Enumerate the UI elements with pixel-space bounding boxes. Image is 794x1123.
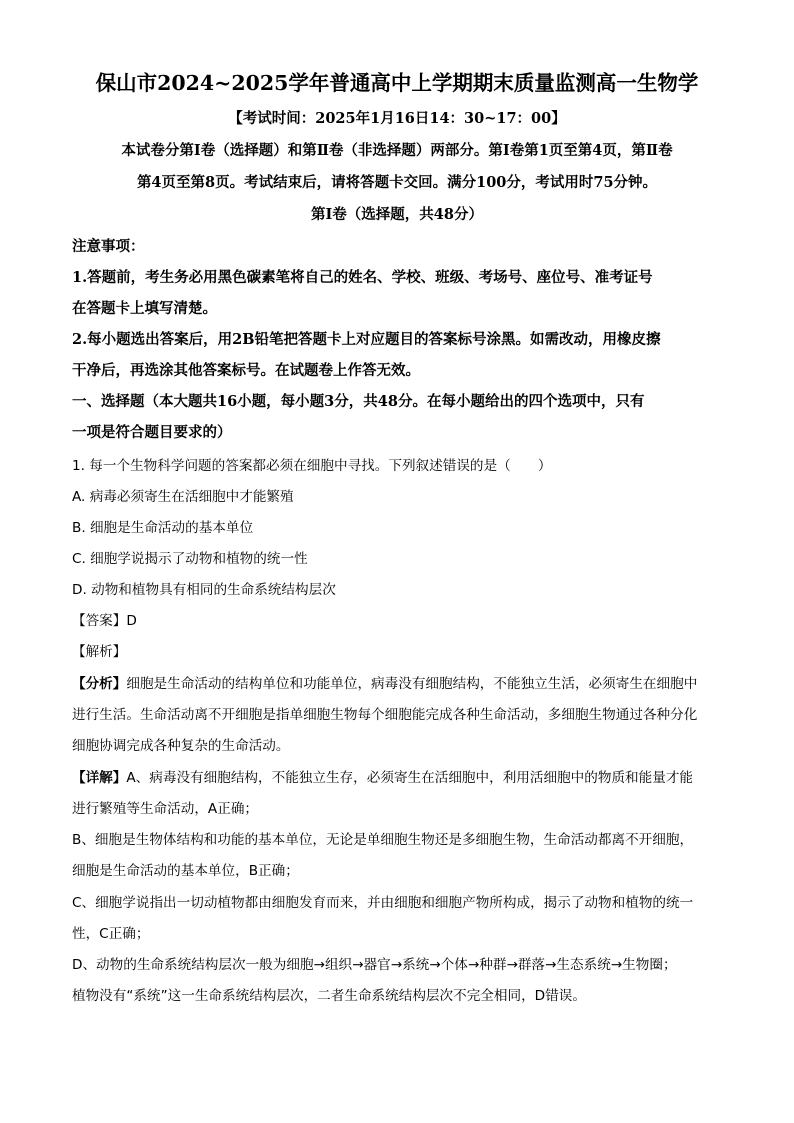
notice-heading: 注意事项：: [72, 238, 145, 255]
answer-tag: 【答案】: [72, 613, 127, 629]
fenxi-line-1: [72, 672, 697, 692]
option-b: B. 细胞是生命活动的基本单位: [72, 520, 254, 536]
option-d: D. 动物和植物具有相同的生命系统结构层次: [72, 582, 336, 598]
detail-d-line-2: 植物没有“系统”这一生命系统结构层次，二者生命系统结构层次不完全相同，D错误。: [72, 988, 586, 1004]
detail-c-line-2: 性，C正确；: [72, 926, 150, 942]
answer-value: D: [126, 613, 137, 629]
page-title: 保山市2024~2025学年普通高中上学期期末质量监测高一生物学: [95, 71, 699, 95]
notice-item-1-line-1: 1.答题前，考生务必用黑色碳素笔将自己的姓名、学校、班级、考场号、座位号、准考证号: [72, 269, 653, 286]
detail-a-line-2: 进行繁殖等生命活动，A正确；: [72, 801, 259, 817]
notice-item-1-line-2: 在答题卡上填写清楚。: [72, 300, 217, 317]
intro-line-2: 第4页至第8页。考试结束后，请将答题卡交回。满分100分，考试用时75分钟。: [136, 174, 658, 191]
detail-b-line-2: 细胞是生命活动的基本单位，B正确；: [72, 863, 299, 879]
fenxi-tag: 【分析】: [72, 676, 127, 692]
exam-time: 【考试时间：2025年1月16日14：30~17：00】: [228, 110, 566, 127]
question-stem: 1. 每一个生物科学问题的答案都必须在细胞中寻找。下列叙述错误的是（ ）: [72, 458, 552, 474]
detail-tag: 【详解】: [72, 770, 127, 786]
section-heading-line-1: 一、选择题（本大题共16小题，每小题3分，共48分。在每小题给出的四个选项中，只有: [72, 393, 645, 410]
option-c: C. 细胞学说揭示了动物和植物的统一性: [72, 551, 308, 567]
detail-d-line-1: D、动物的生命系统结构层次一般为细胞→组织→器官→系统→个体→种群→群落→生态系统→生物圈；: [72, 957, 677, 973]
notice-item-2-line-1: 2.每小题选出答案后，用2B铅笔把答题卡上对应题目的答案标号涂黑。如需改动，用橡皮擦: [72, 331, 661, 348]
section-heading-line-2: 一项是符合题目要求的）: [72, 424, 232, 441]
fenxi-line-2: 进行生活。生命活动离不开细胞是指单细胞生物每个细胞能完成各种生命活动，多细胞生物通过各种分化: [72, 707, 698, 723]
fenxi-text-1: 细胞是生命活动的结构单位和功能单位，病毒没有细胞结构，不能独立生活，必须寄生在细胞中: [126, 676, 698, 692]
notice-item-2-line-2: 干净后，再选涂其他答案标号。在试题卷上作答无效。: [72, 362, 420, 379]
detail-b-line-1: B、细胞是生物体结构和功能的基本单位，无论是单细胞生物还是多细胞生物，生命活动都离不开细胞，: [72, 832, 694, 848]
detail-a-line-1: [72, 766, 693, 786]
intro-line-1: 本试卷分第Ⅰ卷（选择题）和第Ⅱ卷（非选择题）两部分。第Ⅰ卷第1页至第4页，第Ⅱ卷: [121, 142, 673, 159]
detail-a-text-1: A、病毒没有细胞结构，不能独立生存，必须寄生在活细胞中，利用活细胞中的物质和能量才能: [126, 770, 694, 786]
fenxi-line-3: 细胞协调完成各种复杂的生命活动。: [72, 738, 290, 754]
analysis-tag: 【解析】: [72, 644, 127, 660]
option-a: A. 病毒必须寄生在活细胞中才能繁殖: [72, 489, 294, 505]
detail-c-line-1: C、细胞学说指出一切动植物都由细胞发育而来，并由细胞和细胞产物所构成，揭示了动物和植物的统一: [72, 895, 694, 911]
answer-line: [72, 609, 137, 629]
part-title: 第Ⅰ卷（选择题，共48分）: [311, 206, 483, 223]
